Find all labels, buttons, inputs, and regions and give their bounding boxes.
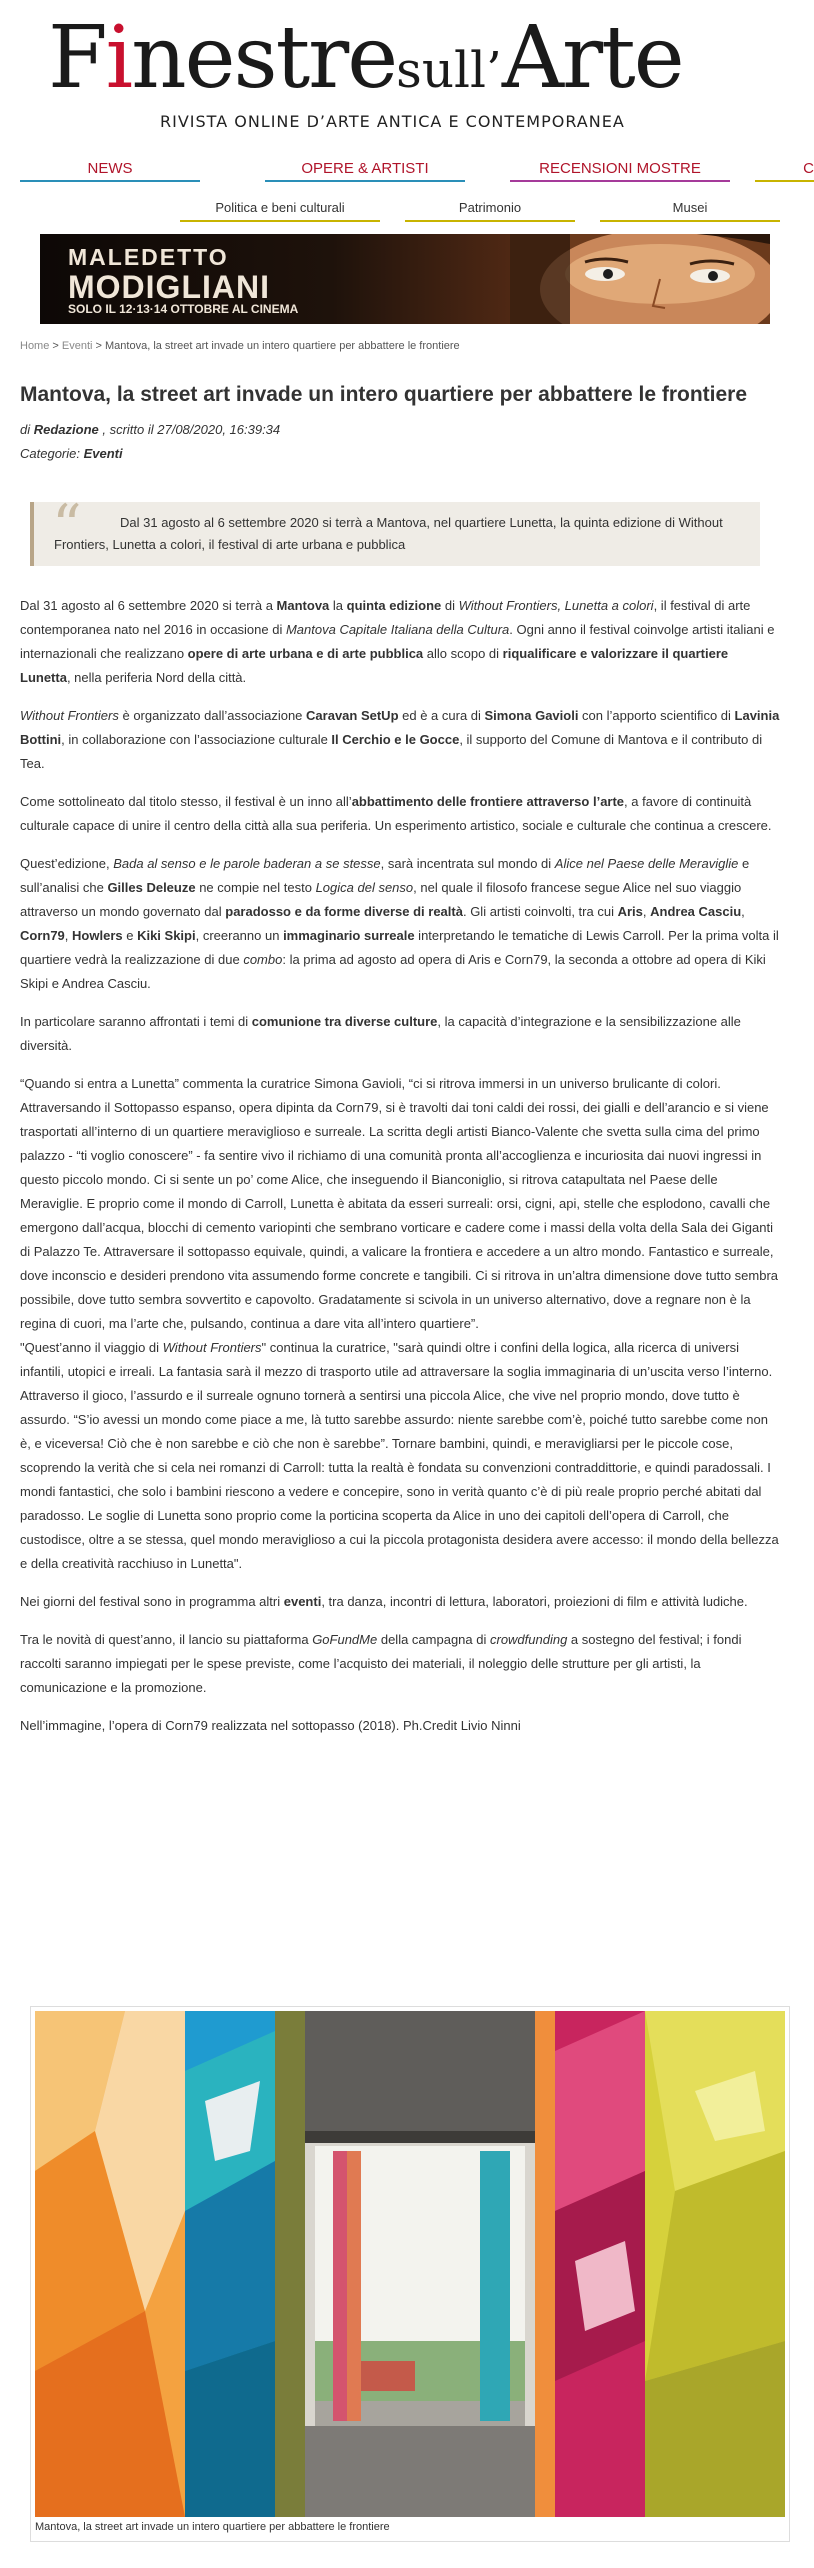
nav-item-c[interactable]: C <box>755 160 814 184</box>
paragraph: Tra le novità di quest’anno, il lancio su piattaforma GoFundMe della campagna di crowdfunding a sostegno del festival; i fondi raccolti saranno impiegati per le spese previste, come l’acquisto dei materiali, il noleggio delle strutture per gli artisti, la comunicazione e la promozione. <box>20 1632 742 1695</box>
image-caption: Mantova, la street art invade un intero quartiere per abbattere le frontiere <box>35 2521 390 2533</box>
site-tagline: RIVISTA ONLINE D’ARTE ANTICA E CONTEMPORANEA <box>160 112 625 131</box>
article-image-figure <box>30 2006 790 2542</box>
banner-portrait-image <box>510 234 770 324</box>
author-link[interactable]: Redazione <box>33 422 99 437</box>
subnav-underline <box>405 220 575 222</box>
paragraph: Without Frontiers è organizzato dall’associazione Caravan SetUp ed è a cura di Simona Gavioli con l’apporto scientifico di Lavinia Bottini, in collaborazione con l’associazione culturale Il Cerchio e le Gocce, il supporto del Comune di Mantova e il contributo di Tea. <box>20 708 780 771</box>
nav-item-recensioni-mostre[interactable]: RECENSIONI MOSTRE <box>510 160 730 184</box>
nav-underline <box>510 180 730 182</box>
breadcrumb-current: Mantova, la street art invade un intero quartiere per abbattere le frontiere <box>105 340 460 352</box>
banner-line-3: SOLO IL 12·13·14 OTTOBRE AL CINEMA <box>68 302 299 316</box>
paragraph: Quest’edizione, Bada al senso e le parole baderan a se stesse, sarà incentrata sul mondo di Alice nel Paese delle Meraviglie e sull’analisi che Gilles Deleuze ne compie nel testo Logica del senso, nel quale il filosofo francese segue Alice nel suo viaggio attraverso un mondo governato dal paradosso e da forme diverse di realtà. Gli artisti coinvolti, tra cui Aris, Andrea Casciu, Corn79, Howlers e Kiki Skipi, creeranno un immaginario surreale interpretando le tematiche di Lewis Carroll. Per la prima volta il quartiere vedrà la realizzazione di due combo: la prima ad agosto ad opera di Aris e Corn79, la seconda a ottobre ad opera di Kiki Skipi e Andrea Casciu. <box>20 856 779 991</box>
banner-ad[interactable] <box>40 234 770 324</box>
category-link[interactable]: Eventi <box>83 446 123 461</box>
article-summary-quote <box>30 492 760 566</box>
paragraph: In particolare saranno affrontati i temi di comunione tra diverse culture, la capacità d’integrazione e la sensibilizzazione alle diversità. <box>20 1014 741 1053</box>
subnav-item-musei[interactable]: Musei <box>600 200 780 222</box>
nav-underline <box>755 180 814 182</box>
masthead <box>0 0 814 150</box>
paragraph: Dal 31 agosto al 6 settembre 2020 si terrà a Mantova la quinta edizione di Without Frontiers, Lunetta a colori, il festival di arte contemporanea nato nel 2016 in occasione di Mantova Capitale Italiana della Cultura. Ogni anno il festival coinvolge artisti italiani e internazionali che realizzano opere di arte urbana e di arte pubblica allo scopo di riqualificare e valorizzare il quartiere Lunetta, nella periferia Nord della città. <box>20 598 775 685</box>
banner-line-2: MODIGLIANI <box>68 269 270 305</box>
logo-wordmark: Finestresull’Arte <box>48 8 683 108</box>
nav-underline <box>265 180 465 182</box>
subnav-item-politica[interactable]: Politica e beni culturali <box>180 200 380 222</box>
paragraph: "Quest’anno il viaggio di Without Frontiers" continua la curatrice, "sarà quindi oltre i confini della logica, alla ricerca di universi infantili, utopici e irreali. La fantasia sarà il mezzo di trasporto utile ad attraversare la soglia immaginaria di un’uscita verso l’interno. Attraverso il gioco, l’assurdo e il surreale ognuno tornerà a sentirsi una piccola Alice, che vive nel proprio mondo, dove tutto è assurdo. “S’io avessi un mondo come piace a me, là tutto sarebbe assurdo: niente sarebbe com’è, poiché tutto sarebbe come non è, e viceversa! Ciò che è non sarebbe e ciò che non è sarebbe”. Tornare bambini, quindi, e meravigliarsi per le piccole cose, scoprendo la verità che si cela nei romanzi di Carroll: tutta la realtà è fondata su convenzioni contraddittorie, e quindi paradossali. I mondi fantastici, che solo i bambini riescono a vedere e concepire, sono in verità quanto c’è di più reale proprio perché abitati dal paradosso. Le soglie di Lunetta sono proprio come la porticina scoperta da Alice in uno dei capitoli dell’opera di Carroll, che custodisce, oltre a se stessa, quel mondo meraviglioso a cui la piccola protagonista desidera avere accesso: il mondo della bellezza e della creatività racchiuso in Lunetta". <box>20 1340 779 1571</box>
quote-mark-icon: “ <box>52 492 82 560</box>
nav-underline <box>20 180 200 182</box>
paragraph: Come sottolineato dal titolo stesso, il festival è un inno all’abbattimento delle frontiere attraverso l’arte, a favore di continuità culturale capace di unire il centro della città alla sua periferia. Un esperimento artistico, sociale e culturale che continua a crescere. <box>20 794 772 833</box>
article-byline: di Redazione , scritto il 27/08/2020, 16:39:34 <box>20 422 281 437</box>
article-photo[interactable] <box>35 2011 785 2517</box>
breadcrumb-section[interactable]: Eventi <box>61 340 93 352</box>
paragraph: Nei giorni del festival sono in programma altri eventi, tra danza, incontri di lettura, laboratori, proiezioni di film e attività ludiche. <box>20 1594 748 1609</box>
article-body <box>20 594 780 1752</box>
image-credit-paragraph: Nell’immagine, l’opera di Corn79 realizzata nel sottopasso (2018). Ph.Credit Livio Ninni <box>20 1718 521 1733</box>
sub-nav <box>180 200 814 222</box>
summary-text: Dal 31 agosto al 6 settembre 2020 si terrà a Mantova, nel quartiere Lunetta, la quinta edizione di Without Frontiers, Lunetta a colori, il festival di arte urbana e pubblica <box>54 515 723 552</box>
breadcrumb-home[interactable]: Home <box>20 340 50 352</box>
site-logo[interactable] <box>48 8 708 108</box>
nav-item-news[interactable]: NEWS <box>20 160 200 184</box>
article-categories: Categorie: Eventi <box>20 446 123 461</box>
subnav-underline <box>180 220 380 222</box>
paragraph: “Quando si entra a Lunetta” commenta la curatrice Simona Gavioli, “ci si ritrova immersi in un universo brulicante di colori. Attraversando il Sottopasso espanso, opera dipinta da Corn79, si è travolti dai toni caldi dei rossi, dei gialli e dell’arancio e si viene trasportati all’interno di un quartiere meraviglioso e surreale. La scritta degli artisti Bianco-Valente che svetta sulla cima del primo palazzo - “ti voglio conoscere” - fa sentire vivo il richiamo di una comunità pronta all’accoglienza e incuriosita dai nuovi ingressi in questo piccolo mondo. Ci si sente un po’ come Alice, che inseguendo il Bianconiglio, si ritrova catapultata nel Paese delle Meraviglie. E proprio come il mondo di Carroll, Lunetta è abitata da esseri surreali: orsi, cigni, api, stelle che esplodono, cavalli che emergono dall’acqua, blocchi di cemento variopinti che sembrano vorticare e cadere come i massi della volta della Sala dei Giganti di Palazzo Te. Attraversare il sottopasso equivale, quindi, a valicare la frontiera e accedere a un altro mondo. Fantastico e surreale, dove inconscio e desideri prendono vita assumendo forme concrete e tangibili. Ci si ritrova in un’altra dimensione dove tutto sembra possibile, dove tutto sembra sovvertito e capovolto. Gradatamente si scivola in un universo alternativo, dove a regnare non è la regina di cuori, ma l’arte che, pulsando, continua a dare vita all’intero quartiere”. <box>20 1076 779 1331</box>
breadcrumb: Home > Eventi > Mantova, la street art invade un intero quartiere per abbattere le frontiere <box>20 340 460 352</box>
banner-line-1: MALEDETTO <box>68 244 229 270</box>
subnav-item-patrimonio[interactable]: Patrimonio <box>405 200 575 222</box>
nav-item-opere-artisti[interactable]: OPERE & ARTISTI <box>265 160 465 184</box>
subnav-underline <box>600 220 780 222</box>
article-title: Mantova, la street art invade un intero quartiere per abbattere le frontiere <box>20 383 748 406</box>
main-nav <box>20 160 814 184</box>
